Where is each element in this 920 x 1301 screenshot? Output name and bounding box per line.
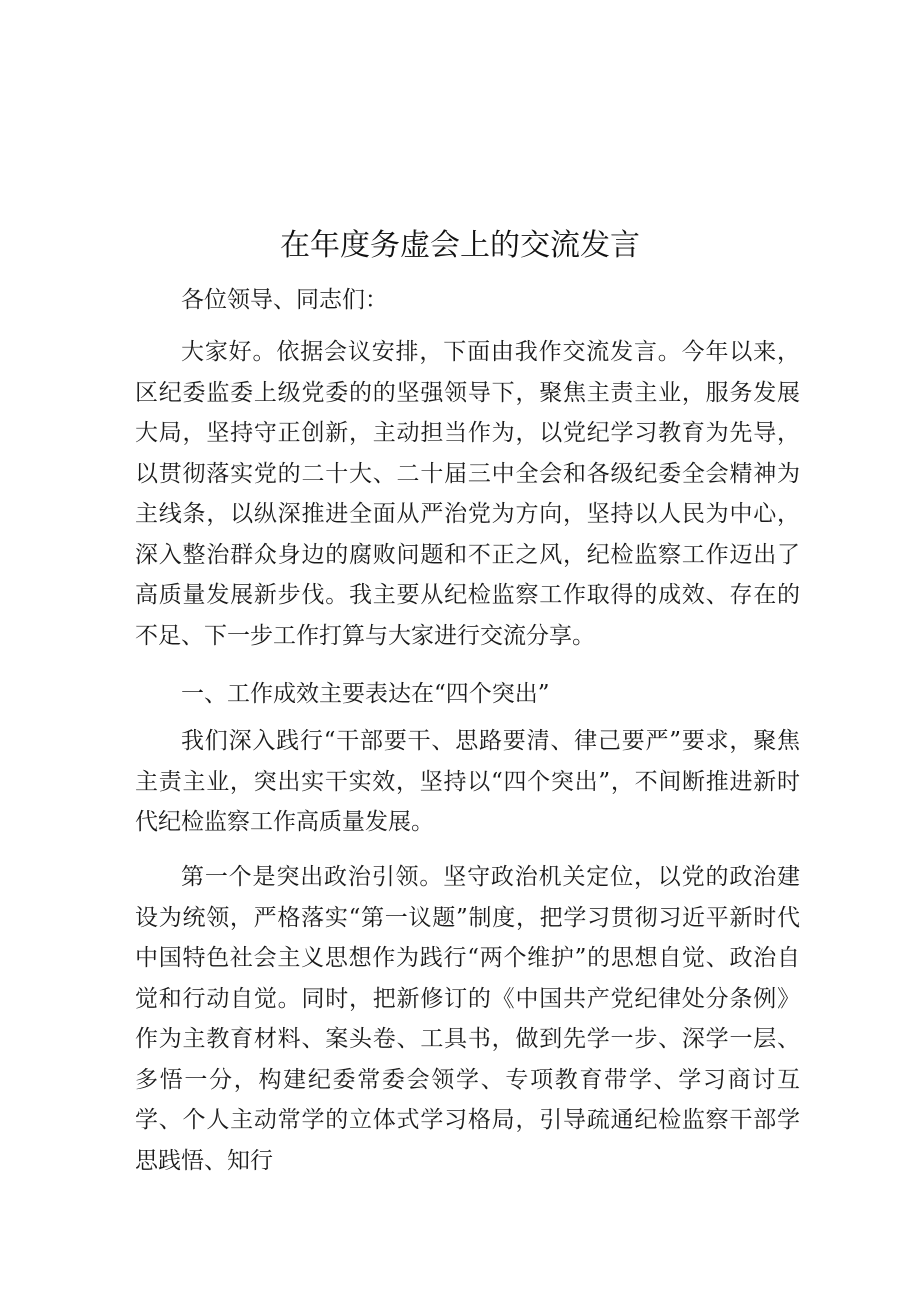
section-heading-one: 一、工作成效主要表达在“四个突出” xyxy=(181,681,550,707)
paragraph-first-point: 第一个是突出政治引领。坚守政治机关定位，以党的政治建设为统领，严格落实“第一议题”制度，把学习贯彻习近平新时代中国特色社会主义思想作为践行“两个维护”的思想自觉、政治自觉和行动自觉。同时，把新修订的《中国共产党纪律处分条例》作为主教育材料、案头卷、工具书，做到先学一步、深学一层、多悟一分，构建纪委常委会领学、专项教育带学、学习商讨互学、个人主动常学的立体式学习格局，引导疏通纪检监察干部学思践悟、知行 xyxy=(135,864,800,1174)
paragraph-intro: 大家好。依据会议安排，下面由我作交流发言。今年以来，区纪委监委上级党委的的坚强领导下，聚焦主责主业，服务发展大局，坚持守正创新，主动担当作为，以党纪学习教育为先导，以贯彻落实党的二十大、二十届三中全会和各级纪委全会精神为主线条，以纵深推进全面从严治党为方向，坚持以人民为中心，深入整治群众身边的腐败问题和不正之风，纪检监察工作迈出了高质量发展新步伐。我主要从纪检监察工作取得的成效、存在的不足、下一步工作打算与大家进行交流分享。 xyxy=(135,339,800,649)
greeting: 各位领导、同志们： xyxy=(181,287,388,313)
paragraph-summary: 我们深入践行“干部要干、思路要清、律己要严”要求，聚焦主责主业，突出实干实效，坚持以“四个突出”，不间断推进新时代纪检监察工作高质量发展。 xyxy=(135,728,800,835)
document-title: 在年度务虚会上的交流发言 xyxy=(280,228,640,263)
